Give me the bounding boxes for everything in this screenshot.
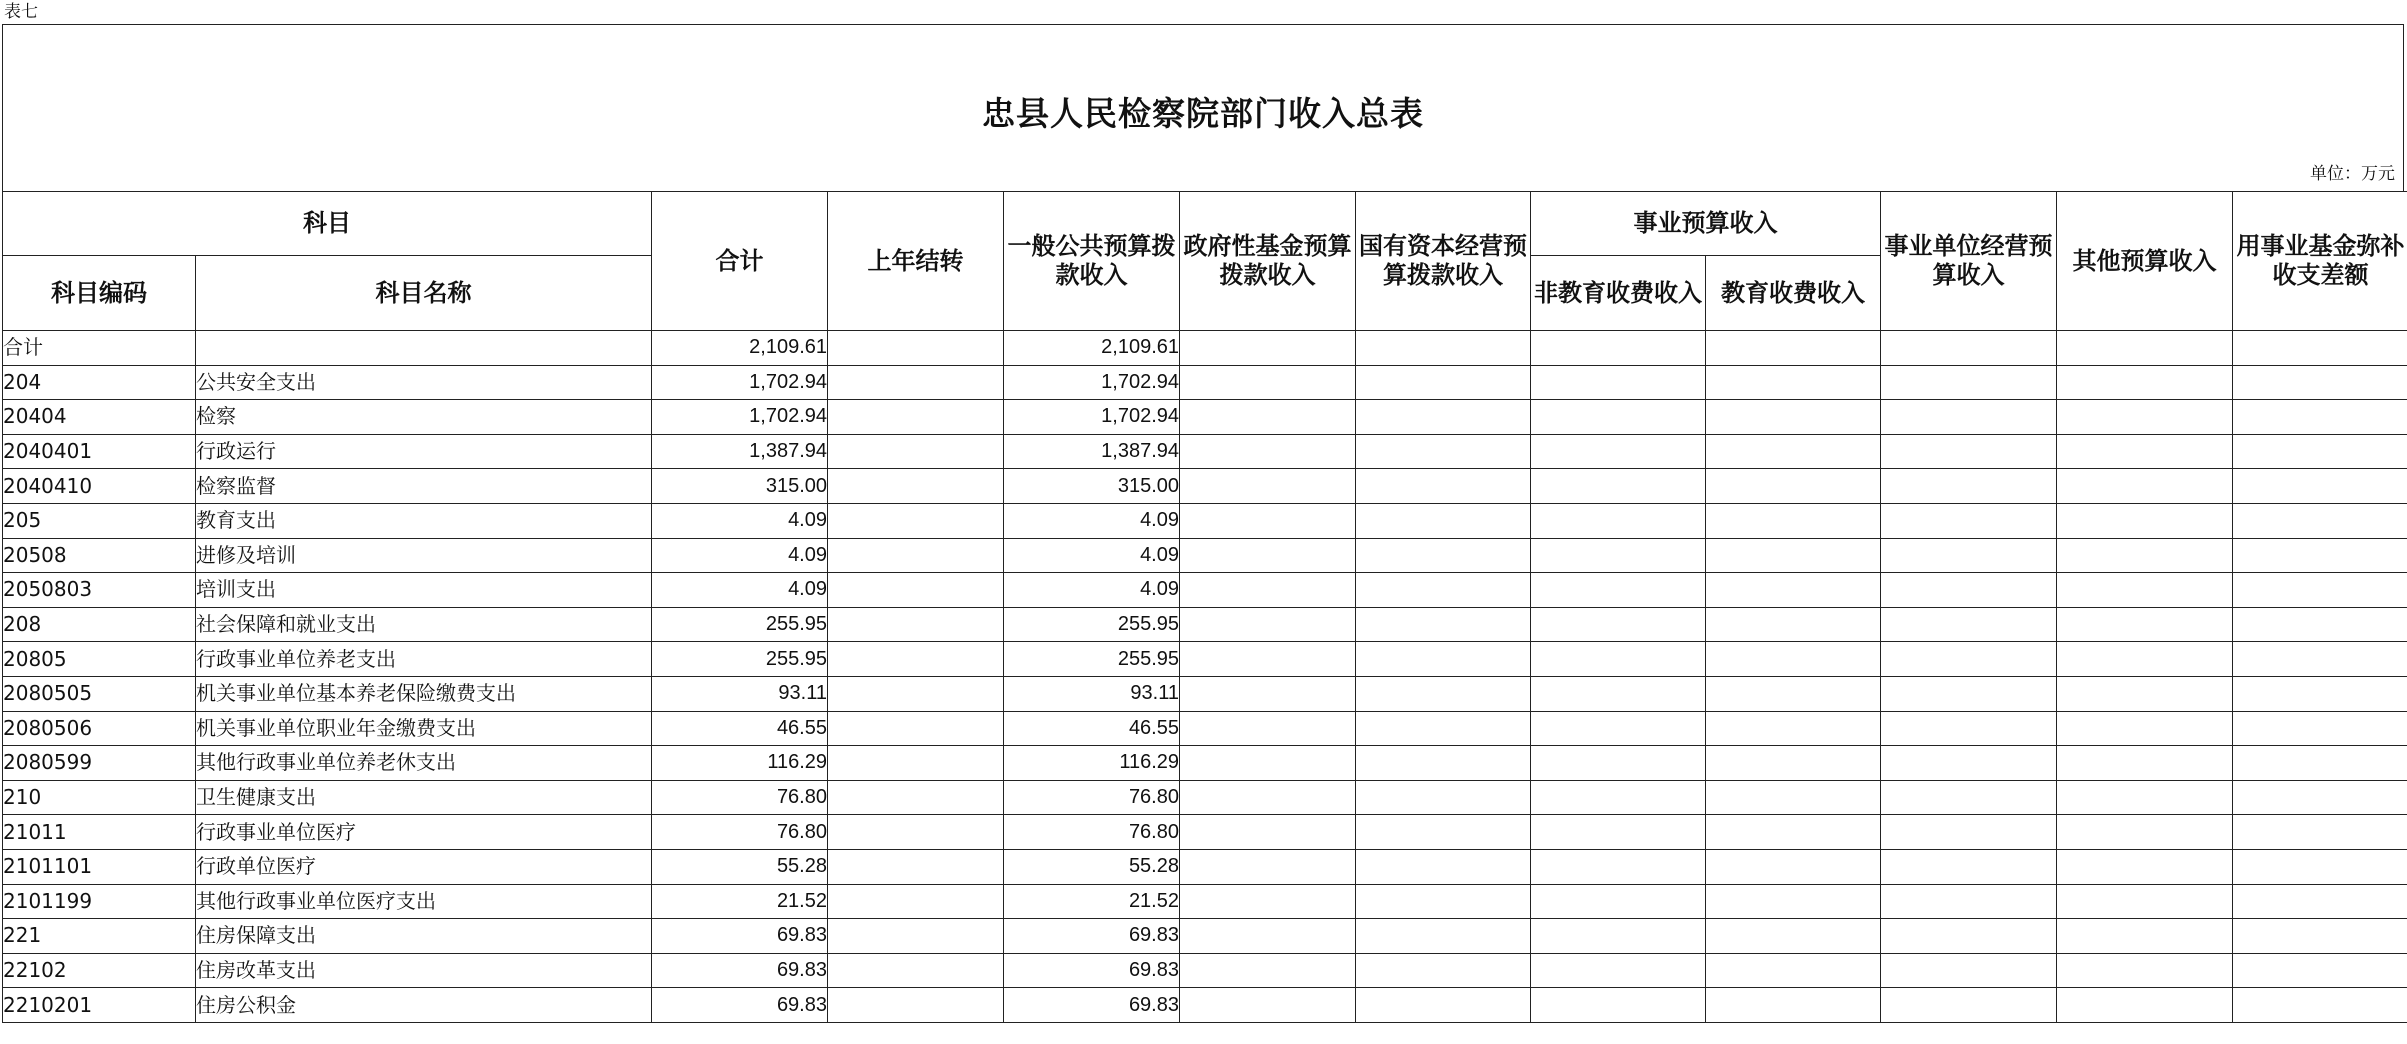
career-unit-ops-cell bbox=[1881, 953, 2057, 988]
table-row bbox=[3, 746, 2407, 781]
career-fund-gap-cell bbox=[2233, 780, 2407, 815]
carryover-cell bbox=[828, 469, 1004, 504]
carryover-cell bbox=[828, 331, 1004, 366]
career-fund-gap-cell bbox=[2233, 919, 2407, 954]
header-gov-fund: 政府性基金预算拨款收入 bbox=[1180, 192, 1356, 331]
edu-fee-cell bbox=[1706, 503, 1881, 538]
state-capital-cell bbox=[1356, 400, 1531, 435]
career-unit-ops-cell bbox=[1881, 434, 2057, 469]
non-edu-fee-cell bbox=[1531, 953, 1706, 988]
career-fund-gap-cell bbox=[2233, 746, 2407, 781]
carryover-cell bbox=[828, 746, 1004, 781]
header-edu-fee: 教育收费收入 bbox=[1706, 256, 1881, 331]
total-cell: 76.80 bbox=[652, 780, 828, 815]
carryover-cell bbox=[828, 988, 1004, 1023]
subject-code-cell: 20508 bbox=[3, 538, 196, 573]
table-row bbox=[3, 538, 2407, 573]
table-row bbox=[3, 365, 2407, 400]
non-edu-fee-cell bbox=[1531, 642, 1706, 677]
carryover-cell bbox=[828, 365, 1004, 400]
state-capital-cell bbox=[1356, 815, 1531, 850]
general-budget-cell: 93.11 bbox=[1004, 676, 1180, 711]
gov-fund-cell bbox=[1180, 711, 1356, 746]
edu-fee-cell bbox=[1706, 538, 1881, 573]
other-budget-cell bbox=[2057, 642, 2233, 677]
income-summary-table bbox=[2, 191, 2407, 1023]
career-fund-gap-cell bbox=[2233, 434, 2407, 469]
career-unit-ops-cell bbox=[1881, 746, 2057, 781]
carryover-cell bbox=[828, 884, 1004, 919]
subject-name-cell: 行政事业单位医疗 bbox=[196, 815, 652, 850]
non-edu-fee-cell bbox=[1531, 607, 1706, 642]
total-cell: 1,702.94 bbox=[652, 365, 828, 400]
carryover-cell bbox=[828, 953, 1004, 988]
table-row bbox=[3, 573, 2407, 608]
gov-fund-cell bbox=[1180, 849, 1356, 884]
edu-fee-cell bbox=[1706, 434, 1881, 469]
table-row bbox=[3, 469, 2407, 504]
edu-fee-cell bbox=[1706, 815, 1881, 850]
carryover-cell bbox=[828, 815, 1004, 850]
total-cell: 69.83 bbox=[652, 953, 828, 988]
non-edu-fee-cell bbox=[1531, 469, 1706, 504]
general-budget-cell: 55.28 bbox=[1004, 849, 1180, 884]
gov-fund-cell bbox=[1180, 642, 1356, 677]
gov-fund-cell bbox=[1180, 400, 1356, 435]
gov-fund-cell bbox=[1180, 815, 1356, 850]
general-budget-cell: 255.95 bbox=[1004, 642, 1180, 677]
subject-code-cell: 2040410 bbox=[3, 469, 196, 504]
header-state-capital: 国有资本经营预算拨款收入 bbox=[1356, 192, 1531, 331]
state-capital-cell bbox=[1356, 780, 1531, 815]
career-fund-gap-cell bbox=[2233, 988, 2407, 1023]
table-row bbox=[3, 642, 2407, 677]
career-unit-ops-cell bbox=[1881, 469, 2057, 504]
general-budget-cell: 4.09 bbox=[1004, 503, 1180, 538]
general-budget-cell: 76.80 bbox=[1004, 815, 1180, 850]
total-cell: 4.09 bbox=[652, 538, 828, 573]
career-fund-gap-cell bbox=[2233, 815, 2407, 850]
gov-fund-cell bbox=[1180, 780, 1356, 815]
non-edu-fee-cell bbox=[1531, 434, 1706, 469]
header-career-unit-ops: 事业单位经营预算收入 bbox=[1881, 192, 2057, 331]
state-capital-cell bbox=[1356, 607, 1531, 642]
state-capital-cell bbox=[1356, 953, 1531, 988]
career-fund-gap-cell bbox=[2233, 642, 2407, 677]
total-cell: 55.28 bbox=[652, 849, 828, 884]
table-row bbox=[3, 953, 2407, 988]
other-budget-cell bbox=[2057, 365, 2233, 400]
carryover-cell bbox=[828, 780, 1004, 815]
table-body bbox=[3, 331, 2407, 1023]
total-cell: 1,702.94 bbox=[652, 400, 828, 435]
non-edu-fee-cell bbox=[1531, 780, 1706, 815]
other-budget-cell bbox=[2057, 434, 2233, 469]
subject-name-cell: 其他行政事业单位养老休支出 bbox=[196, 746, 652, 781]
other-budget-cell bbox=[2057, 676, 2233, 711]
subject-name-cell: 公共安全支出 bbox=[196, 365, 652, 400]
carryover-cell bbox=[828, 607, 1004, 642]
table-row bbox=[3, 607, 2407, 642]
non-edu-fee-cell bbox=[1531, 400, 1706, 435]
career-fund-gap-cell bbox=[2233, 469, 2407, 504]
career-unit-ops-cell bbox=[1881, 919, 2057, 954]
other-budget-cell bbox=[2057, 400, 2233, 435]
gov-fund-cell bbox=[1180, 746, 1356, 781]
general-budget-cell: 1,387.94 bbox=[1004, 434, 1180, 469]
title-box bbox=[2, 24, 2404, 191]
subject-code-cell: 21011 bbox=[3, 815, 196, 850]
state-capital-cell bbox=[1356, 365, 1531, 400]
non-edu-fee-cell bbox=[1531, 573, 1706, 608]
non-edu-fee-cell bbox=[1531, 815, 1706, 850]
edu-fee-cell bbox=[1706, 711, 1881, 746]
other-budget-cell bbox=[2057, 815, 2233, 850]
career-unit-ops-cell bbox=[1881, 538, 2057, 573]
general-budget-cell: 315.00 bbox=[1004, 469, 1180, 504]
state-capital-cell bbox=[1356, 746, 1531, 781]
carryover-cell bbox=[828, 503, 1004, 538]
gov-fund-cell bbox=[1180, 676, 1356, 711]
career-unit-ops-cell bbox=[1881, 573, 2057, 608]
header-name: 科目名称 bbox=[196, 256, 652, 331]
edu-fee-cell bbox=[1706, 573, 1881, 608]
non-edu-fee-cell bbox=[1531, 884, 1706, 919]
subject-name-cell: 社会保障和就业支出 bbox=[196, 607, 652, 642]
subject-code-cell: 2101199 bbox=[3, 884, 196, 919]
other-budget-cell bbox=[2057, 988, 2233, 1023]
career-fund-gap-cell bbox=[2233, 400, 2407, 435]
subject-code-cell: 2050803 bbox=[3, 573, 196, 608]
general-budget-cell: 21.52 bbox=[1004, 884, 1180, 919]
other-budget-cell bbox=[2057, 953, 2233, 988]
state-capital-cell bbox=[1356, 711, 1531, 746]
career-unit-ops-cell bbox=[1881, 365, 2057, 400]
subject-name-cell: 机关事业单位基本养老保险缴费支出 bbox=[196, 676, 652, 711]
career-unit-ops-cell bbox=[1881, 642, 2057, 677]
state-capital-cell bbox=[1356, 503, 1531, 538]
career-unit-ops-cell bbox=[1881, 849, 2057, 884]
career-fund-gap-cell bbox=[2233, 953, 2407, 988]
other-budget-cell bbox=[2057, 469, 2233, 504]
non-edu-fee-cell bbox=[1531, 503, 1706, 538]
subject-name-cell: 行政单位医疗 bbox=[196, 849, 652, 884]
total-cell: 21.52 bbox=[652, 884, 828, 919]
header-code: 科目编码 bbox=[3, 256, 196, 331]
edu-fee-cell bbox=[1706, 780, 1881, 815]
total-cell: 46.55 bbox=[652, 711, 828, 746]
total-cell: 69.83 bbox=[652, 988, 828, 1023]
subject-name-cell: 检察 bbox=[196, 400, 652, 435]
career-fund-gap-cell bbox=[2233, 849, 2407, 884]
subject-name-cell: 进修及培训 bbox=[196, 538, 652, 573]
career-unit-ops-cell bbox=[1881, 711, 2057, 746]
subject-name-cell: 其他行政事业单位医疗支出 bbox=[196, 884, 652, 919]
subject-name-cell: 机关事业单位职业年金缴费支出 bbox=[196, 711, 652, 746]
gov-fund-cell bbox=[1180, 469, 1356, 504]
state-capital-cell bbox=[1356, 642, 1531, 677]
total-cell: 93.11 bbox=[652, 676, 828, 711]
general-budget-cell: 69.83 bbox=[1004, 919, 1180, 954]
table-row bbox=[3, 503, 2407, 538]
state-capital-cell bbox=[1356, 919, 1531, 954]
subject-name-cell: 培训支出 bbox=[196, 573, 652, 608]
gov-fund-cell bbox=[1180, 538, 1356, 573]
general-budget-cell: 1,702.94 bbox=[1004, 365, 1180, 400]
subject-code-cell: 20404 bbox=[3, 400, 196, 435]
subject-code-cell: 2210201 bbox=[3, 988, 196, 1023]
general-budget-cell: 1,702.94 bbox=[1004, 400, 1180, 435]
other-budget-cell bbox=[2057, 919, 2233, 954]
other-budget-cell bbox=[2057, 573, 2233, 608]
subject-code-cell: 208 bbox=[3, 607, 196, 642]
state-capital-cell bbox=[1356, 331, 1531, 366]
edu-fee-cell bbox=[1706, 400, 1881, 435]
other-budget-cell bbox=[2057, 780, 2233, 815]
subject-name-cell: 住房公积金 bbox=[196, 988, 652, 1023]
total-cell: 255.95 bbox=[652, 607, 828, 642]
edu-fee-cell bbox=[1706, 953, 1881, 988]
non-edu-fee-cell bbox=[1531, 711, 1706, 746]
non-edu-fee-cell bbox=[1531, 538, 1706, 573]
edu-fee-cell bbox=[1706, 607, 1881, 642]
total-cell: 116.29 bbox=[652, 746, 828, 781]
edu-fee-cell bbox=[1706, 849, 1881, 884]
state-capital-cell bbox=[1356, 434, 1531, 469]
state-capital-cell bbox=[1356, 849, 1531, 884]
state-capital-cell bbox=[1356, 988, 1531, 1023]
subject-code-cell: 合计 bbox=[3, 331, 196, 366]
gov-fund-cell bbox=[1180, 884, 1356, 919]
subject-code-cell: 2040401 bbox=[3, 434, 196, 469]
subject-code-cell: 2080505 bbox=[3, 676, 196, 711]
subject-code-cell: 210 bbox=[3, 780, 196, 815]
career-unit-ops-cell bbox=[1881, 780, 2057, 815]
carryover-cell bbox=[828, 400, 1004, 435]
non-edu-fee-cell bbox=[1531, 988, 1706, 1023]
career-unit-ops-cell bbox=[1881, 331, 2057, 366]
state-capital-cell bbox=[1356, 676, 1531, 711]
gov-fund-cell bbox=[1180, 607, 1356, 642]
subject-name-cell: 行政运行 bbox=[196, 434, 652, 469]
gov-fund-cell bbox=[1180, 434, 1356, 469]
header-other-budget: 其他预算收入 bbox=[2057, 192, 2233, 331]
edu-fee-cell bbox=[1706, 331, 1881, 366]
general-budget-cell: 116.29 bbox=[1004, 746, 1180, 781]
edu-fee-cell bbox=[1706, 642, 1881, 677]
other-budget-cell bbox=[2057, 711, 2233, 746]
header-general-budget: 一般公共预算拨款收入 bbox=[1004, 192, 1180, 331]
table-row bbox=[3, 849, 2407, 884]
subject-code-cell: 2101101 bbox=[3, 849, 196, 884]
header-non-edu-fee: 非教育收费收入 bbox=[1531, 256, 1706, 331]
carryover-cell bbox=[828, 849, 1004, 884]
non-edu-fee-cell bbox=[1531, 919, 1706, 954]
carryover-cell bbox=[828, 676, 1004, 711]
subject-code-cell: 221 bbox=[3, 919, 196, 954]
other-budget-cell bbox=[2057, 538, 2233, 573]
total-cell: 255.95 bbox=[652, 642, 828, 677]
general-budget-cell: 4.09 bbox=[1004, 573, 1180, 608]
subject-name-cell bbox=[196, 331, 652, 366]
career-unit-ops-cell bbox=[1881, 607, 2057, 642]
unit-label: 单位：万元 bbox=[2310, 164, 2395, 184]
subject-name-cell: 住房保障支出 bbox=[196, 919, 652, 954]
subject-name-cell: 教育支出 bbox=[196, 503, 652, 538]
other-budget-cell bbox=[2057, 607, 2233, 642]
table-row bbox=[3, 711, 2407, 746]
carryover-cell bbox=[828, 642, 1004, 677]
career-fund-gap-cell bbox=[2233, 538, 2407, 573]
state-capital-cell bbox=[1356, 884, 1531, 919]
general-budget-cell: 255.95 bbox=[1004, 607, 1180, 642]
other-budget-cell bbox=[2057, 746, 2233, 781]
carryover-cell bbox=[828, 434, 1004, 469]
other-budget-cell bbox=[2057, 884, 2233, 919]
state-capital-cell bbox=[1356, 538, 1531, 573]
career-fund-gap-cell bbox=[2233, 503, 2407, 538]
career-fund-gap-cell bbox=[2233, 331, 2407, 366]
edu-fee-cell bbox=[1706, 746, 1881, 781]
career-fund-gap-cell bbox=[2233, 884, 2407, 919]
other-budget-cell bbox=[2057, 849, 2233, 884]
subject-code-cell: 205 bbox=[3, 503, 196, 538]
carryover-cell bbox=[828, 711, 1004, 746]
career-unit-ops-cell bbox=[1881, 676, 2057, 711]
edu-fee-cell bbox=[1706, 919, 1881, 954]
career-unit-ops-cell bbox=[1881, 503, 2057, 538]
table-row bbox=[3, 331, 2407, 366]
career-unit-ops-cell bbox=[1881, 988, 2057, 1023]
non-edu-fee-cell bbox=[1531, 746, 1706, 781]
subject-code-cell: 2080599 bbox=[3, 746, 196, 781]
other-budget-cell bbox=[2057, 331, 2233, 366]
non-edu-fee-cell bbox=[1531, 365, 1706, 400]
subject-name-cell: 行政事业单位养老支出 bbox=[196, 642, 652, 677]
gov-fund-cell bbox=[1180, 331, 1356, 366]
state-capital-cell bbox=[1356, 469, 1531, 504]
edu-fee-cell bbox=[1706, 884, 1881, 919]
gov-fund-cell bbox=[1180, 919, 1356, 954]
gov-fund-cell bbox=[1180, 953, 1356, 988]
total-cell: 69.83 bbox=[652, 919, 828, 954]
table-row bbox=[3, 676, 2407, 711]
table-row bbox=[3, 400, 2407, 435]
career-fund-gap-cell bbox=[2233, 711, 2407, 746]
table-row bbox=[3, 884, 2407, 919]
career-unit-ops-cell bbox=[1881, 884, 2057, 919]
carryover-cell bbox=[828, 538, 1004, 573]
general-budget-cell: 2,109.61 bbox=[1004, 331, 1180, 366]
header-carryover: 上年结转 bbox=[828, 192, 1004, 331]
gov-fund-cell bbox=[1180, 503, 1356, 538]
total-cell: 76.80 bbox=[652, 815, 828, 850]
other-budget-cell bbox=[2057, 503, 2233, 538]
non-edu-fee-cell bbox=[1531, 331, 1706, 366]
total-cell: 315.00 bbox=[652, 469, 828, 504]
general-budget-cell: 69.83 bbox=[1004, 953, 1180, 988]
subject-code-cell: 20805 bbox=[3, 642, 196, 677]
general-budget-cell: 46.55 bbox=[1004, 711, 1180, 746]
subject-code-cell: 22102 bbox=[3, 953, 196, 988]
career-fund-gap-cell bbox=[2233, 607, 2407, 642]
carryover-cell bbox=[828, 573, 1004, 608]
total-cell: 1,387.94 bbox=[652, 434, 828, 469]
table-row bbox=[3, 919, 2407, 954]
total-cell: 4.09 bbox=[652, 573, 828, 608]
edu-fee-cell bbox=[1706, 676, 1881, 711]
general-budget-cell: 69.83 bbox=[1004, 988, 1180, 1023]
state-capital-cell bbox=[1356, 573, 1531, 608]
career-fund-gap-cell bbox=[2233, 365, 2407, 400]
edu-fee-cell bbox=[1706, 988, 1881, 1023]
non-edu-fee-cell bbox=[1531, 849, 1706, 884]
subject-code-cell: 2080506 bbox=[3, 711, 196, 746]
subject-name-cell: 住房改革支出 bbox=[196, 953, 652, 988]
table-row bbox=[3, 988, 2407, 1023]
header-subject: 科目 bbox=[3, 192, 652, 256]
subject-code-cell: 204 bbox=[3, 365, 196, 400]
carryover-cell bbox=[828, 919, 1004, 954]
header-total: 合计 bbox=[652, 192, 828, 331]
general-budget-cell: 4.09 bbox=[1004, 538, 1180, 573]
edu-fee-cell bbox=[1706, 365, 1881, 400]
total-cell: 4.09 bbox=[652, 503, 828, 538]
header-career-fund-gap: 用事业基金弥补收支差额 bbox=[2233, 192, 2407, 331]
edu-fee-cell bbox=[1706, 469, 1881, 504]
career-fund-gap-cell bbox=[2233, 676, 2407, 711]
career-unit-ops-cell bbox=[1881, 815, 2057, 850]
table-row bbox=[3, 815, 2407, 850]
career-fund-gap-cell bbox=[2233, 573, 2407, 608]
sheet-label: 表七 bbox=[4, 2, 38, 22]
gov-fund-cell bbox=[1180, 573, 1356, 608]
gov-fund-cell bbox=[1180, 365, 1356, 400]
table-row bbox=[3, 780, 2407, 815]
non-edu-fee-cell bbox=[1531, 676, 1706, 711]
subject-name-cell: 检察监督 bbox=[196, 469, 652, 504]
general-budget-cell: 76.80 bbox=[1004, 780, 1180, 815]
header-career-budget: 事业预算收入 bbox=[1531, 192, 1881, 256]
gov-fund-cell bbox=[1180, 988, 1356, 1023]
career-unit-ops-cell bbox=[1881, 400, 2057, 435]
page-title: 忠县人民检察院部门收入总表 bbox=[982, 94, 1424, 133]
table-row bbox=[3, 434, 2407, 469]
total-cell: 2,109.61 bbox=[652, 331, 828, 366]
subject-name-cell: 卫生健康支出 bbox=[196, 780, 652, 815]
